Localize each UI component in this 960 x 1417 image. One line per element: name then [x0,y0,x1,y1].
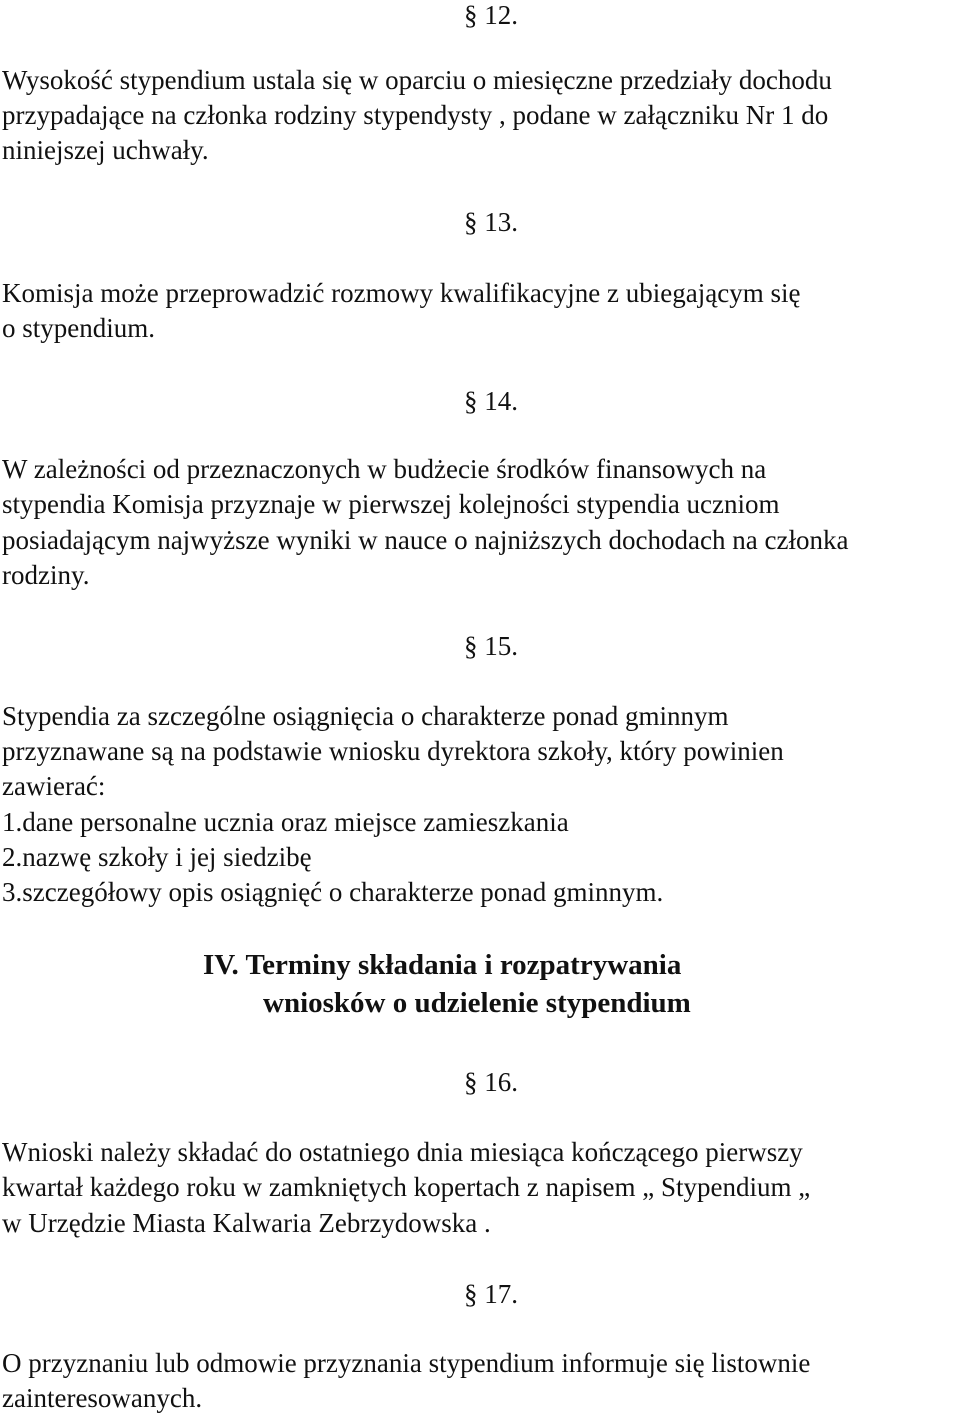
chapter-iv-heading-line-2: wniosków o udzielenie stypendium [263,987,691,1019]
section-15-item-3: 3.szczegółowy opis osiągnięć o charakterze ponad gminnym. [2,877,664,907]
section-15-line-3: zawierać: [2,771,106,801]
section-17-mark: § 17. [464,1279,518,1309]
section-14-mark: § 14. [464,386,518,416]
section-15-item-2: 2.nazwę szkoły i jej siedzibę [2,842,312,872]
section-12-mark: § 12. [464,0,518,30]
section-13-line-2: o stypendium. [2,313,155,343]
section-17-line-1: O przyznaniu lub odmowie przyznania stypendium informuje się listownie [2,1348,811,1378]
section-12-line-1: Wysokość stypendium ustala się w oparciu o miesięczne przedziały dochodu [2,65,832,95]
section-14-line-4: rodziny. [2,560,90,590]
chapter-iv-heading-line-1: IV. Terminy składania i rozpatrywania [203,949,682,981]
section-15-line-1: Stypendia za szczególne osiągnięcia o charakterze ponad gminnym [2,701,729,731]
section-15-item-1: 1.dane personalne ucznia oraz miejsce zamieszkania [2,807,569,837]
section-17-line-2: zainteresowanych. [2,1383,203,1413]
section-15-mark: § 15. [464,631,518,661]
section-15-line-2: przyznawane są na podstawie wniosku dyrektora szkoły, który powinien [2,736,784,766]
section-14-line-3: posiadającym najwyższe wyniki w nauce o najniższych dochodach na członka [2,525,849,555]
section-16-line-3: w Urzędzie Miasta Kalwaria Zebrzydowska . [2,1208,491,1238]
section-13-mark: § 13. [464,207,518,237]
section-12-line-3: niniejszej uchwały. [2,135,209,165]
section-12-line-2: przypadające na członka rodziny stypendysty , podane w załączniku Nr 1 do [2,100,829,130]
section-16-mark: § 16. [464,1067,518,1097]
section-16-line-1: Wnioski należy składać do ostatniego dnia miesiąca kończącego pierwszy [2,1137,803,1167]
section-14-line-1: W zależności od przeznaczonych w budżecie środków finansowych na [2,454,767,484]
section-16-line-2: kwartał każdego roku w zamkniętych kopertach z napisem „ Stypendium „ [2,1172,811,1202]
section-14-line-2: stypendia Komisja przyznaje w pierwszej kolejności stypendia uczniom [2,489,780,519]
section-13-line-1: Komisja może przeprowadzić rozmowy kwalifikacyjne z ubiegającym się [2,278,801,308]
